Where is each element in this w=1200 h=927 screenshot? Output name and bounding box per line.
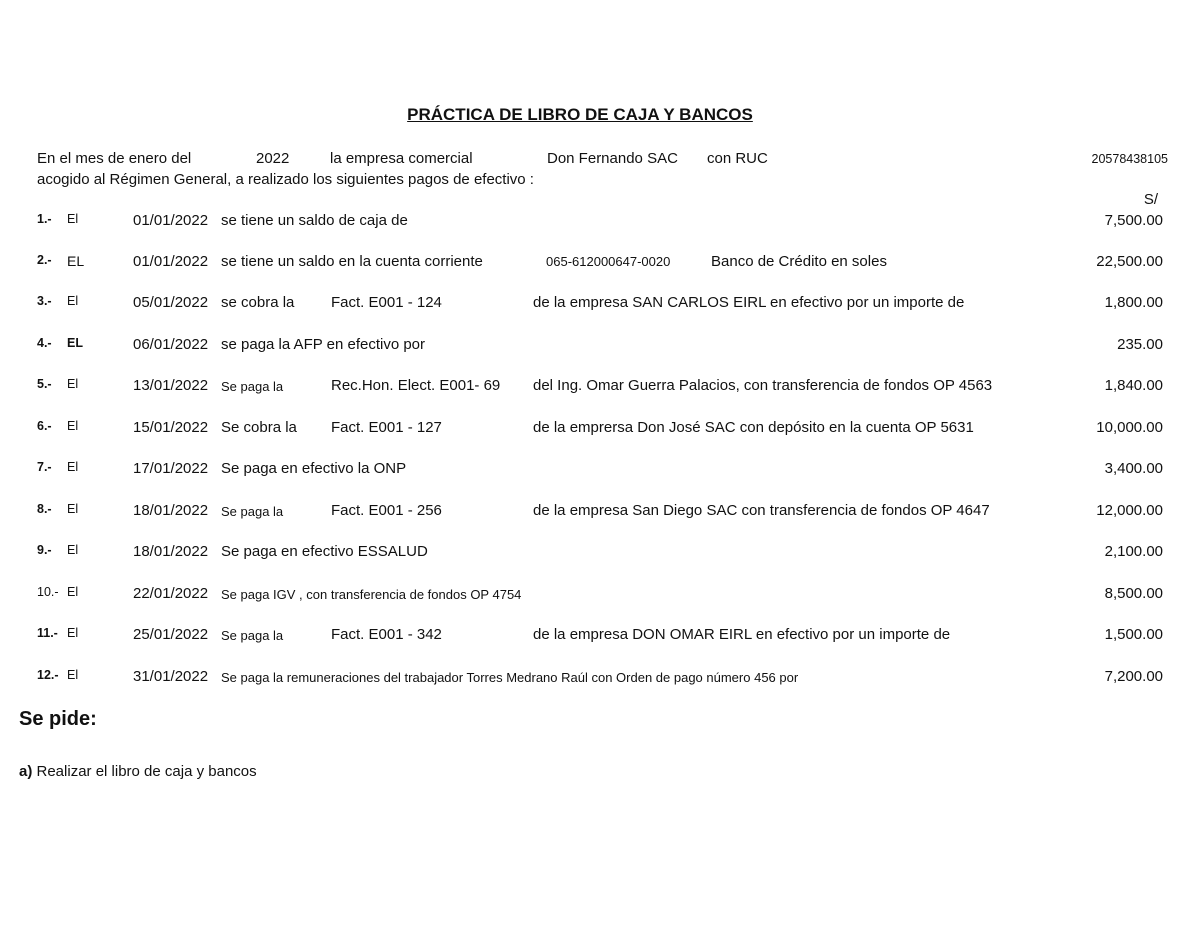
row-amount: 22,500.00	[1096, 253, 1163, 270]
row-number: 12.-	[37, 668, 59, 682]
row-article: El	[67, 377, 79, 391]
row-account: 065-612000647-0020	[546, 254, 671, 269]
row-number: 2.-	[37, 253, 52, 267]
row-description: de la empresa DON OMAR EIRL en efectivo por un importe de	[533, 626, 951, 643]
table-row	[0, 253, 1200, 275]
row-text: se tiene un saldo de caja de	[221, 212, 408, 229]
row-amount: 235.00	[1117, 336, 1163, 353]
row-article: El	[67, 502, 79, 516]
row-bank: Banco de Crédito en soles	[711, 253, 887, 270]
row-article: El	[67, 543, 79, 557]
row-amount: 3,400.00	[1104, 460, 1163, 477]
table-row	[0, 626, 1200, 648]
row-date: 05/01/2022	[133, 294, 209, 311]
row-amount: 10,000.00	[1096, 419, 1163, 436]
task-item	[19, 763, 257, 780]
row-date: 01/01/2022	[133, 253, 209, 270]
row-document: Rec.Hon. Elect. E001- 69	[331, 377, 501, 394]
table-row	[0, 336, 1200, 358]
row-article: EL	[67, 336, 83, 350]
row-amount: 12,000.00	[1096, 502, 1163, 519]
intro-text-2: la empresa comercial	[330, 150, 473, 167]
intro-text-3: con RUC	[707, 150, 768, 167]
row-amount: 2,100.00	[1104, 543, 1163, 560]
row-number: 9.-	[37, 543, 52, 557]
row-text: Se paga en efectivo la ONP	[221, 460, 407, 477]
intro-ruc: 20578438105	[1091, 152, 1168, 166]
row-document: Fact. E001 - 127	[331, 419, 442, 436]
row-date: 06/01/2022	[133, 336, 209, 353]
row-amount: 1,840.00	[1104, 377, 1163, 394]
row-text: Se paga en efectivo ESSALUD	[221, 543, 428, 560]
row-date: 25/01/2022	[133, 626, 209, 643]
row-text: Se paga la	[221, 504, 284, 519]
page-title: PRÁCTICA DE LIBRO DE CAJA Y BANCOS	[407, 105, 753, 124]
row-description: de la empresa SAN CARLOS EIRL en efectivo por un importe de	[533, 294, 965, 311]
currency-header: S/	[1143, 191, 1158, 208]
table-row	[0, 460, 1200, 482]
task-text: Realizar el libro de caja y bancos	[32, 763, 257, 780]
row-number: 11.-	[37, 626, 58, 640]
row-text: Se cobra la	[221, 419, 297, 436]
row-article: El	[67, 668, 79, 682]
row-amount: 1,800.00	[1104, 294, 1163, 311]
row-document: Fact. E001 - 342	[331, 626, 442, 643]
row-description: de la emprersa Don José SAC con depósito en la cuenta OP 5631	[533, 419, 974, 436]
row-article: El	[67, 460, 79, 474]
se-pide-heading: Se pide:	[19, 708, 97, 730]
row-description: del Ing. Omar Guerra Palacios, con transferencia de fondos OP 4563	[533, 377, 993, 394]
row-text: Se paga la	[221, 628, 284, 643]
intro-company: Don Fernando SAC	[547, 150, 678, 167]
table-row	[0, 668, 1200, 690]
row-number: 10.-	[37, 585, 59, 599]
row-number: 4.-	[37, 336, 52, 350]
row-date: 31/01/2022	[133, 668, 209, 685]
row-article: El	[67, 585, 79, 599]
row-document: Fact. E001 - 256	[331, 502, 442, 519]
row-date: 13/01/2022	[133, 377, 209, 394]
row-number: 3.-	[37, 294, 52, 308]
task-label: a)	[19, 763, 33, 780]
row-date: 01/01/2022	[133, 212, 209, 229]
row-date: 18/01/2022	[133, 543, 209, 560]
table-row	[0, 377, 1200, 399]
row-number: 7.-	[37, 460, 52, 474]
row-number: 5.-	[37, 377, 52, 391]
table-row	[0, 212, 1200, 234]
row-article: El	[67, 212, 79, 226]
table-row	[0, 585, 1200, 607]
row-date: 15/01/2022	[133, 419, 209, 436]
row-text: Se paga la	[221, 379, 284, 394]
row-description: de la empresa San Diego SAC con transferencia de fondos OP 4647	[533, 502, 990, 519]
table-row	[0, 419, 1200, 441]
row-number: 8.-	[37, 502, 52, 516]
row-text: se cobra la	[221, 294, 295, 311]
row-text: Se paga IGV , con transferencia de fondos OP 4754	[221, 587, 522, 602]
row-date: 17/01/2022	[133, 460, 209, 477]
intro-text-1: En el mes de enero del	[37, 150, 192, 167]
table-row	[0, 543, 1200, 565]
row-article: EL	[67, 253, 85, 269]
row-article: El	[67, 294, 79, 308]
row-amount: 7,200.00	[1104, 668, 1163, 685]
row-amount: 7,500.00	[1104, 212, 1163, 229]
row-article: El	[67, 419, 79, 433]
row-text: se tiene un saldo en la cuenta corriente	[221, 253, 483, 270]
row-text: Se paga la remuneraciones del trabajador Torres Medrano Raúl con Orden de pago número 456 por	[221, 670, 799, 685]
table-row	[0, 502, 1200, 524]
row-number: 6.-	[37, 419, 52, 433]
row-amount: 8,500.00	[1104, 585, 1163, 602]
row-document: Fact. E001 - 124	[331, 294, 442, 311]
row-date: 18/01/2022	[133, 502, 209, 519]
row-article: El	[67, 626, 79, 640]
intro-year: 2022	[256, 150, 290, 167]
row-date: 22/01/2022	[133, 585, 209, 602]
row-text: se paga la AFP en efectivo por	[221, 336, 426, 353]
table-row	[0, 294, 1200, 316]
row-amount: 1,500.00	[1104, 626, 1163, 643]
intro-line-2: acogido al Régimen General, a realizado los siguientes pagos de efectivo :	[37, 171, 534, 188]
row-number: 1.-	[37, 212, 52, 226]
